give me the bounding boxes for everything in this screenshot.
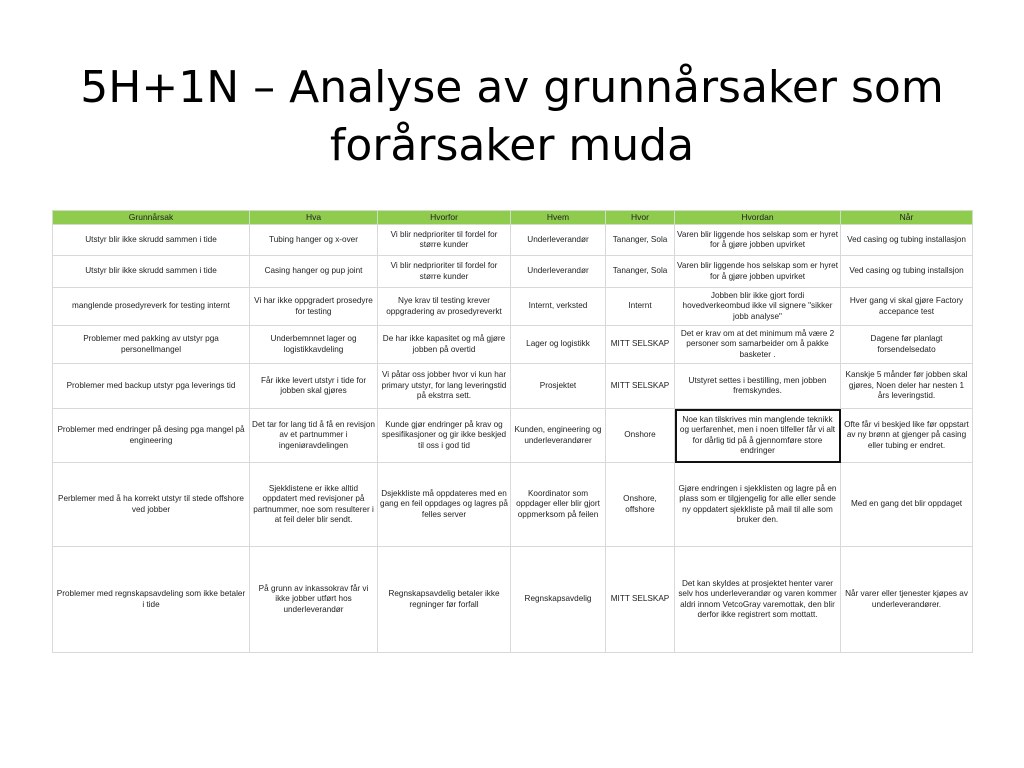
- table-cell: MITT SELSKAP: [606, 326, 675, 364]
- header-hvor: Hvor: [606, 211, 675, 225]
- table-row: [53, 288, 973, 326]
- table-cell: Dagene før planlagt forsendelsedato: [841, 326, 973, 364]
- table-cell: Får ikke levert utstyr i tide for jobben skal gjøres: [250, 364, 378, 409]
- table-cell: Varen blir liggende hos selskap som er hyret for å gjøre jobben upvirket: [675, 256, 841, 288]
- table-cell: Lager og logistikk: [511, 326, 606, 364]
- header-grunnarsak: Grunnårsak: [53, 211, 250, 225]
- table-cell: Underbemnnet lager og logistikkavdeling: [250, 326, 378, 364]
- header-row: [53, 211, 973, 225]
- table-row: [53, 409, 973, 463]
- table-cell: Problemer med pakking av utstyr pga personellmangel: [53, 326, 250, 364]
- table-cell: Vi blir nedprioriter til fordel for større kunder: [378, 225, 511, 256]
- slide-title: [40, 59, 984, 175]
- table-row: [53, 364, 973, 409]
- table-cell: Onshore, offshore: [606, 463, 675, 547]
- table-cell: manglende prosedyreverk for testing internt: [53, 288, 250, 326]
- table-cell: Når varer eller tjenester kjøpes av underleverandører.: [841, 547, 973, 653]
- table-cell: Tananger, Sola: [606, 225, 675, 256]
- table-cell: Regnskapsavdelig betaler ikke regninger før forfall: [378, 547, 511, 653]
- table-cell: Problemer med regnskapsavdeling som ikke betaler i tide: [53, 547, 250, 653]
- table-cell: Koordinator som oppdager eller blir gjort oppmerksom på feilen: [511, 463, 606, 547]
- table-cell: Utstyr blir ikke skrudd sammen i tide: [53, 225, 250, 256]
- root-cause-table: [52, 210, 973, 653]
- table-cell: Sjekklistene er ikke alltid oppdatert med revisjoner på partnummer, noe som resulterer i at feil deler blir sendt.: [250, 463, 378, 547]
- table-cell: Det tar for lang tid å få en revisjon av et partnummer i ingeniøravdelingen: [250, 409, 378, 463]
- table-cell: Ved casing og tubing installsjon: [841, 256, 973, 288]
- table-cell: Vi blir nedprioriter til fordel for større kunder: [378, 256, 511, 288]
- table-cell: Hver gang vi skal gjøre Factory accepance test: [841, 288, 973, 326]
- table-cell: Varen blir liggende hos selskap som er hyret for å gjøre jobben upvirket: [675, 225, 841, 256]
- table-cell: Perblemer med å ha korrekt utstyr til stede offshore ved jobber: [53, 463, 250, 547]
- header-hvem: Hvem: [511, 211, 606, 225]
- table-cell: Problemer med backup utstyr pga leverings tid: [53, 364, 250, 409]
- table-cell: Kanskje 5 månder før jobben skal gjøres, Noen deler har nesten 1 års leveringstid.: [841, 364, 973, 409]
- table-cell: Vi har ikke oppgradert prosedyre for testing: [250, 288, 378, 326]
- table-cell: MITT SELSKAP: [606, 547, 675, 653]
- table-cell: Tananger, Sola: [606, 256, 675, 288]
- table-cell: Nye krav til testing krever oppgradering av prosedyreverkt: [378, 288, 511, 326]
- table-row: [53, 256, 973, 288]
- table-cell: Internt: [606, 288, 675, 326]
- table-cell: Internt, verksted: [511, 288, 606, 326]
- slide-title-line-2: forårsaker muda: [329, 120, 695, 172]
- selected-cell[interactable]: Noe kan tilskrives min manglende teknikk og uerfarenhet, men i noen tilfeller får vi alt for dårlig tid på å gjennomføre store endringer: [675, 409, 841, 463]
- header-hvordan: Hvordan: [675, 211, 841, 225]
- table-cell: Dsjekkliste må oppdateres med en gang en feil oppdages og lagres på felles server: [378, 463, 511, 547]
- table-cell: Jobben blir ikke gjort fordi hovedverkeombud ikke vil signere "sikker jobb analyse": [675, 288, 841, 326]
- slide-title-line-1: 5H+1N – Analyse av grunnårsaker som: [80, 62, 944, 114]
- table-cell: Gjøre endringen i sjekklisten og lagre på en plass som er tilgjengelig for alle eller sende ny oppdatert sjekkliste på mail til alle som bruker den.: [675, 463, 841, 547]
- table-cell: Onshore: [606, 409, 675, 463]
- header-nar: Når: [841, 211, 973, 225]
- table-cell: Underleverandør: [511, 256, 606, 288]
- table-cell: Utstyret settes i bestilling, men jobben fremskyndes.: [675, 364, 841, 409]
- table-cell: Med en gang det blir oppdaget: [841, 463, 973, 547]
- table-cell: De har ikke kapasitet og må gjøre jobben på overtid: [378, 326, 511, 364]
- table-cell: Kunde gjør endringer på krav og spesifikasjoner og gir ikke beskjed til oss i god tid: [378, 409, 511, 463]
- table-cell: Prosjektet: [511, 364, 606, 409]
- table-cell: Vi påtar oss jobber hvor vi kun har primary utstyr, for lang leveringstid på ekstrra sett.: [378, 364, 511, 409]
- table-cell: Problemer med endringer på desing pga mangel på engineering: [53, 409, 250, 463]
- table-row: [53, 547, 973, 653]
- table-cell: Tubing hanger og x-over: [250, 225, 378, 256]
- table-cell: Casing hanger og pup joint: [250, 256, 378, 288]
- table-cell: Ved casing og tubing installasjon: [841, 225, 973, 256]
- table-cell: MITT SELSKAP: [606, 364, 675, 409]
- header-hva: Hva: [250, 211, 378, 225]
- table-cell: På grunn av inkassokrav får vi ikke jobber utført hos underleverandør: [250, 547, 378, 653]
- header-hvorfor: Hvorfor: [378, 211, 511, 225]
- table-cell: Det er krav om at det minimum må være 2 personer som samarbeider om å pakke basketer .: [675, 326, 841, 364]
- table-cell: Regnskapsavdelig: [511, 547, 606, 653]
- table-cell: Utstyr blir ikke skrudd sammen i tide: [53, 256, 250, 288]
- table-cell: Kunden, engineering og underleverandører: [511, 409, 606, 463]
- table-row: [53, 225, 973, 256]
- table-row: [53, 326, 973, 364]
- table-cell: Det kan skyldes at prosjektet henter varer selv hos underleverandør og varen kommer aldri innom VetcoGray varemottak, den blir derfor ikke registrert som mottatt.: [675, 547, 841, 653]
- table-cell: Underleverandør: [511, 225, 606, 256]
- table-row: [53, 463, 973, 547]
- table-cell: Ofte får vi beskjed like før oppstart av ny brønn at gjenger på casing eller tubing er endret.: [841, 409, 973, 463]
